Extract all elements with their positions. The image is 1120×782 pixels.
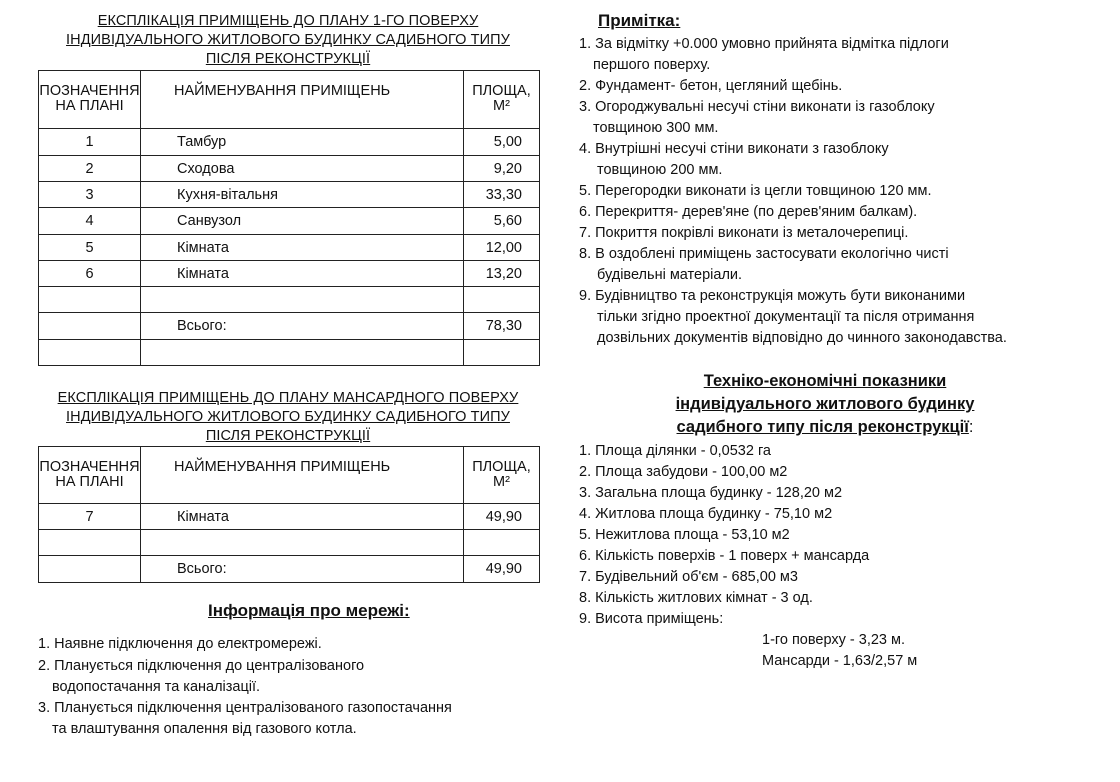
- table2-header-row: [39, 447, 540, 504]
- table-row: [39, 340, 540, 366]
- cell-area: 33,30: [464, 182, 540, 208]
- list-item: 3. Планується підключення централізованого газопостачання: [38, 700, 452, 716]
- cell-area: 49,90: [464, 504, 540, 530]
- header-name: НАЙМЕНУВАННЯ ПРИМІЩЕНЬ: [141, 71, 464, 129]
- table1-title-line: ІНДИВІДУАЛЬНОГО ЖИТЛОВОГО БУДИНКУ САДИБНОГО ТИПУ: [66, 32, 510, 48]
- cell-area: 5,00: [464, 129, 540, 156]
- table1-title: [38, 12, 538, 69]
- list-item-continuation: будівельні матеріали.: [597, 267, 743, 283]
- cell-num: 5: [39, 235, 141, 261]
- table2-title-line: ПІСЛЯ РЕКОНСТРУКЦІЇ: [205, 428, 371, 444]
- list-item: 6. Кількість поверхів - 1 поверх + мансарда: [579, 548, 870, 564]
- cell-total-label: Всього:: [141, 313, 464, 340]
- table1-title-line: ЕКСПЛІКАЦІЯ ПРИМІЩЕНЬ ДО ПЛАНУ 1-ГО ПОВЕРХУ: [97, 13, 479, 29]
- cell-num: 7: [39, 504, 141, 530]
- cell-area: [464, 340, 540, 366]
- table-row: [39, 530, 540, 556]
- table2-title-line: ІНДИВІДУАЛЬНОГО ЖИТЛОВОГО БУДИНКУ САДИБНОГО ТИПУ: [66, 409, 510, 425]
- cell-name: Сходова: [141, 156, 464, 182]
- table-total-row: [39, 313, 540, 340]
- header-area: ПЛОЩА, М²: [464, 447, 540, 504]
- table-row: [39, 129, 540, 156]
- networks-list: [38, 634, 452, 740]
- height-first-floor: 1-го поверху - 3,23 м.: [762, 632, 906, 648]
- list-item: 9. Висота приміщень:: [579, 611, 724, 627]
- list-item: 1. Наявне підключення до електромережі.: [38, 636, 322, 652]
- cell-area: 9,20: [464, 156, 540, 182]
- indicators-heading-line: індивідуального житлового будинку: [675, 395, 975, 413]
- cell-area: [464, 530, 540, 556]
- cell-area: 5,60: [464, 208, 540, 235]
- list-item: 1. Площа ділянки - 0,0532 га: [579, 443, 771, 459]
- cell-name: Кімната: [141, 235, 464, 261]
- indicators-heading: [640, 370, 1010, 439]
- cell-num: [39, 530, 141, 556]
- list-item: 9. Будівництво та реконструкція можуть бути виконаними: [579, 288, 966, 304]
- list-item: 5. Перегородки виконати із цегли товщиною 120 мм.: [579, 183, 932, 199]
- list-item: 3. Огороджувальні несучі стіни виконати із газоблоку: [579, 99, 935, 115]
- cell-num: 3: [39, 182, 141, 208]
- cell-name: [141, 530, 464, 556]
- table1-title-line: ПІСЛЯ РЕКОНСТРУКЦІЇ: [205, 51, 371, 67]
- list-item: 2. Площа забудови - 100,00 м2: [579, 464, 788, 480]
- list-item: 3. Загальна площа будинку - 128,20 м2: [579, 485, 843, 501]
- list-item: 6. Перекриття- дерев'яне (по дерев'яним балкам).: [579, 204, 918, 220]
- cell-name: Кімната: [141, 261, 464, 287]
- list-item: 2. Планується підключення до централізованого: [38, 658, 365, 674]
- table-row: [39, 182, 540, 208]
- notes-heading: Примітка:: [598, 11, 681, 30]
- cell-num: [39, 313, 141, 340]
- list-item-continuation: та влаштування опалення від газового котла.: [52, 721, 357, 737]
- header-name: НАЙМЕНУВАННЯ ПРИМІЩЕНЬ: [141, 447, 464, 504]
- cell-area: [464, 287, 540, 313]
- list-item: 2. Фундамент- бетон, цегляний щебінь.: [579, 78, 843, 94]
- cell-num: 1: [39, 129, 141, 156]
- list-item: 1. За відмітку +0.000 умовно прийнята відмітка підлоги: [579, 36, 949, 52]
- list-item: 4. Внутрішні несучі стіни виконати з газоблоку: [579, 141, 889, 157]
- cell-name: Санвузол: [141, 208, 464, 235]
- indicators-heading-line: Техніко-економічні показники: [703, 372, 947, 390]
- table-row: [39, 261, 540, 287]
- height-attic: Мансарди - 1,63/2,57 м: [762, 653, 918, 669]
- cell-total-area: 49,90: [464, 556, 540, 583]
- cell-area: 12,00: [464, 235, 540, 261]
- list-item-continuation: товщиною 200 мм.: [597, 162, 723, 178]
- indicators-heading-line: садибного типу після реконструкції:: [676, 418, 974, 436]
- indicators-list: [579, 441, 917, 672]
- notes-list: [579, 34, 1007, 349]
- table2-title: [38, 389, 538, 446]
- cell-num: [39, 340, 141, 366]
- table-row: [39, 208, 540, 235]
- header-area: ПЛОЩА, М²: [464, 71, 540, 129]
- table-total-row: [39, 556, 540, 583]
- cell-num: [39, 556, 141, 583]
- cell-area: 13,20: [464, 261, 540, 287]
- list-item: 8. В оздоблені приміщень застосувати екологічно чисті: [579, 246, 949, 262]
- header-num: ПОЗНАЧЕННЯ НА ПЛАНІ: [39, 447, 141, 504]
- table-row: [39, 156, 540, 182]
- cell-total-area: 78,30: [464, 313, 540, 340]
- cell-name: Тамбур: [141, 129, 464, 156]
- table-row: [39, 235, 540, 261]
- list-item-continuation: тільки згідно проектної документації та після отримання: [597, 309, 975, 325]
- list-item: 8. Кількість житлових кімнат - 3 од.: [579, 590, 813, 606]
- table2: [38, 446, 540, 583]
- cell-name: [141, 340, 464, 366]
- list-item: 5. Нежитлова площа - 53,10 м2: [579, 527, 790, 543]
- cell-name: Кухня-вітальня: [141, 182, 464, 208]
- networks-heading: Інформація про мережі:: [208, 601, 410, 620]
- list-item: 7. Покриття покрівлі виконати із металочерепиці.: [579, 225, 909, 241]
- list-item-continuation: водопостачання та каналізації.: [52, 679, 261, 695]
- table2-title-line: ЕКСПЛІКАЦІЯ ПРИМІЩЕНЬ ДО ПЛАНУ МАНСАРДНОГО ПОВЕРХУ: [57, 390, 519, 406]
- cell-total-label: Всього:: [141, 556, 464, 583]
- cell-name: Кімната: [141, 504, 464, 530]
- header-num: ПОЗНАЧЕННЯ НА ПЛАНІ: [39, 71, 141, 129]
- table1: [38, 70, 540, 366]
- cell-num: [39, 287, 141, 313]
- cell-num: 6: [39, 261, 141, 287]
- table1-header-row: [39, 71, 540, 129]
- list-item: 7. Будівельний об'єм - 685,00 м3: [579, 569, 798, 585]
- list-item: 4. Житлова площа будинку - 75,10 м2: [579, 506, 833, 522]
- table-row: [39, 287, 540, 313]
- cell-name: [141, 287, 464, 313]
- list-item-continuation: першого поверху.: [593, 57, 711, 73]
- list-item-continuation: дозвільних документів відповідно до чинного законодавства.: [597, 330, 1007, 346]
- cell-num: 4: [39, 208, 141, 235]
- list-item-continuation: товщиною 300 мм.: [593, 120, 719, 136]
- table-row: [39, 504, 540, 530]
- cell-num: 2: [39, 156, 141, 182]
